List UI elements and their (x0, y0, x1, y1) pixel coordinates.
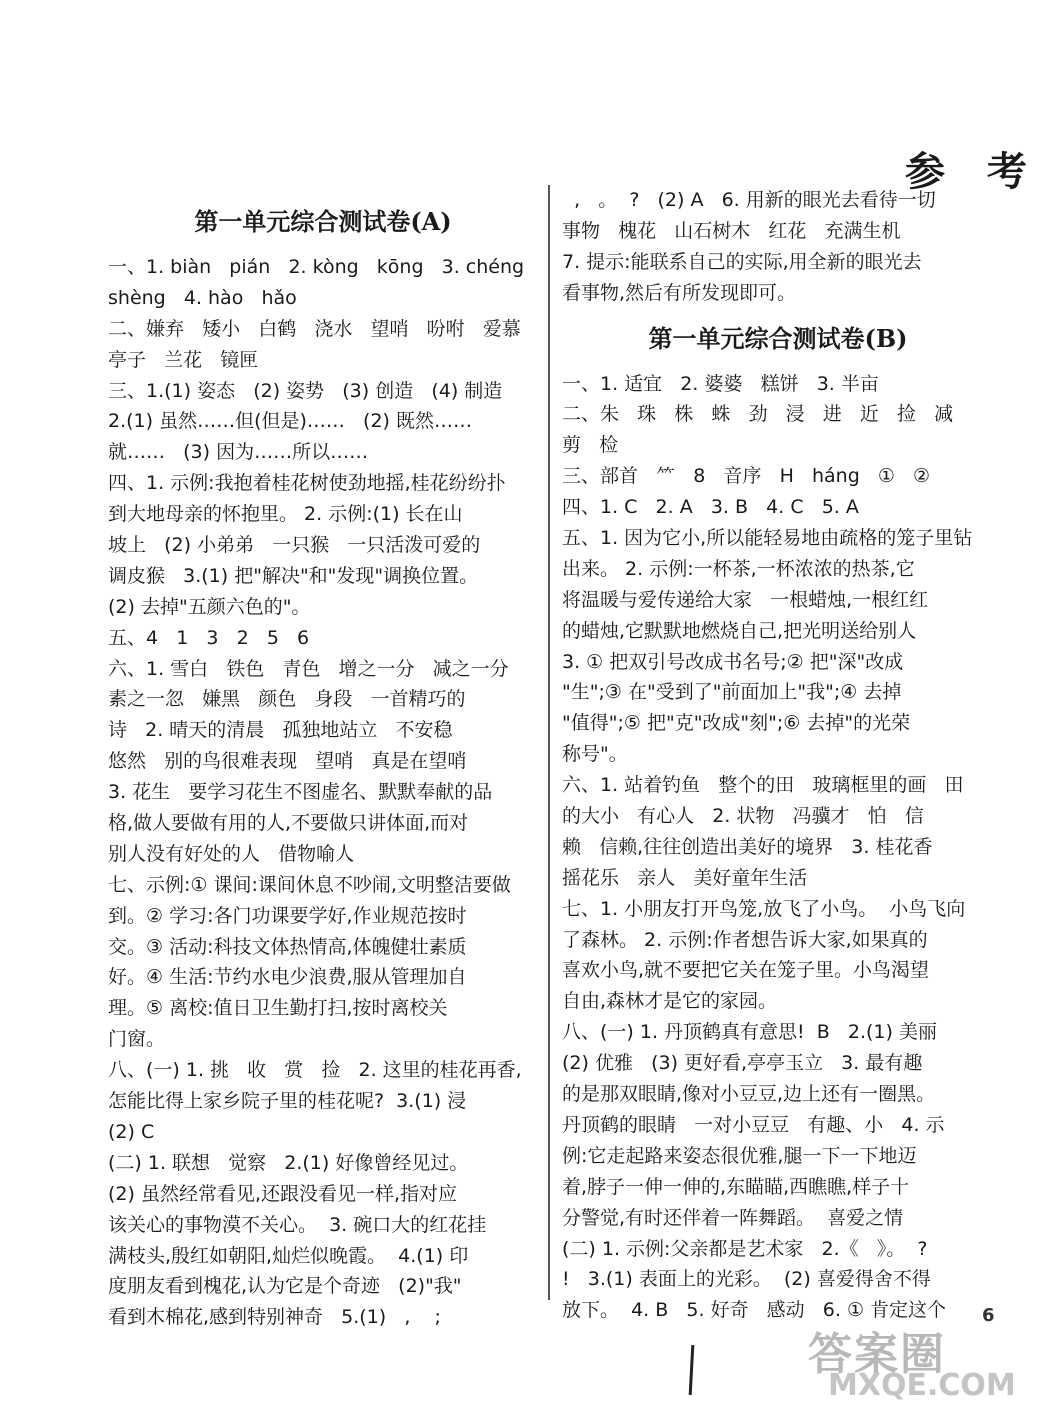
answer-line: (二) 1. 示例:父亲都是艺术家 2.《 》。 ? (562, 1237, 928, 1260)
answer-line: 亭子 兰花 镜匣 (108, 348, 259, 371)
answer-line: 7. 提示:能联系自己的实际,用全新的眼光去 (562, 250, 922, 273)
answer-line: 赖 信赖,往往创造出美好的境界 3. 桂花香 (562, 835, 933, 858)
answer-line: 调皮猴 3.(1) 把"解决"和"发现"调换位置。 (108, 564, 479, 587)
answer-line: "生";③ 在"受到了"前面加上"我";④ 去掉 (562, 681, 902, 704)
answer-line: 将温暖与爱传递给大家 一根蜡烛,一根红红 (562, 588, 929, 611)
answer-line: 怎能比得上家乡院子里的桂花呢? 3.(1) 浸 (108, 1090, 467, 1113)
answer-line: 出来。 2. 示例:一杯茶,一杯浓浓的热茶,它 (562, 557, 915, 580)
answer-line: 度朋友看到槐花,认为它是个奇迹 (2)"我" (108, 1275, 462, 1298)
answer-line: 六、1. 站着钓鱼 整个的田 玻璃框里的画 田 (562, 774, 964, 797)
answer-line: , 。 ? (2) A 6. 用新的眼光去看待一切 (562, 189, 936, 211)
answer-line: 理。⑤ 离校:值日卫生勤打扫,按时离校关 (108, 997, 448, 1020)
answer-line: 八、(一) 1. 丹顶鹤真有意思! B 2.(1) 美丽 (562, 1021, 937, 1044)
answer-line: 一、1. 适宜 2. 婆婆 糕饼 3. 半亩 (562, 372, 879, 395)
answer-line: 放下。 4. B 5. 好奇 感动 6. ① 肯定这个 (562, 1299, 947, 1322)
answer-line: 诗 2. 晴天的清晨 孤独地站立 不安稳 (108, 719, 453, 742)
answer-line: 四、1. C 2. A 3. B 4. C 5. A (562, 496, 859, 519)
answer-line: 的蜡烛,它默默地燃烧自己,把光明送给别人 (562, 619, 917, 642)
answer-line: 称号"。 (562, 743, 628, 766)
answer-line: 剪 检 (562, 434, 619, 457)
answer-line: 五、1. 因为它小,所以能轻易地由疏格的笼子里钻 (562, 527, 973, 550)
answer-line: 丹顶鹤的眼睛 一对小豆豆 有趣、小 4. 示 (562, 1113, 945, 1136)
answer-line: 坡上 (2) 小弟弟 一只猴 一只活泼可爱的 (108, 534, 481, 557)
answer-line: 的是那双眼睛,像对小豆豆,边上还有一圈黑。 (562, 1083, 936, 1106)
answer-line: 到。② 学习:各门功课要学好,作业规范按时 (108, 904, 467, 927)
answer-line: 悠然 别的鸟很难表现 望哨 真是在望哨 (108, 750, 467, 773)
answer-line: 六、1. 雪白 铁色 青色 增之一分 减之一分 (108, 657, 509, 680)
answer-line: 三、部首 ⺮ 8 音序 H háng ① ② (562, 465, 931, 488)
answer-line: (2) 虽然经常看见,还跟没看见一样,指对应 (108, 1182, 458, 1205)
answer-line: 好。④ 生活:节约水电少浪费,服从管理加自 (108, 966, 467, 989)
answer-line: 事物 槐花 山石树木 红花 充满生机 (562, 219, 901, 242)
answer-line: 就…… (3) 因为……所以…… (108, 441, 369, 464)
section-title-b: 第一单元综合测试卷(B) (648, 323, 908, 353)
page-header-title: 参 考 (905, 148, 1041, 195)
answer-line: (2) C (108, 1120, 155, 1143)
answer-line: (二) 1. 联想 觉察 2.(1) 好像曾经见过。 (108, 1151, 469, 1174)
answer-line: 素之一忽 嫌黑 颜色 身段 一首精巧的 (108, 688, 466, 711)
answer-line: ! 3.(1) 表面上的光彩。 (2) 喜爱得舍不得 (562, 1268, 931, 1291)
answer-line: 一、1. biàn pián 2. kòng kōng 3. chéng (108, 256, 525, 278)
answer-line: 3. 花生 要学习花生不图虚名、默默奉献的品 (108, 781, 493, 804)
page-number: 6 (982, 1305, 995, 1326)
answer-line: 四、1. 示例:我抱着桂花树使劲地摇,桂花纷纷扑 (108, 472, 506, 495)
answer-line: 门窗。 (108, 1028, 166, 1051)
answer-line: 的大小 有心人 2. 状物 冯骥才 怕 信 (562, 805, 924, 828)
watermark-url: MXQE.COM (828, 1368, 1016, 1403)
answer-line: 二、嫌弃 矮小 白鹤 浇水 望哨 吩咐 爱慕 (108, 317, 521, 340)
answer-line: 三、1.(1) 姿态 (2) 姿势 (3) 创造 (4) 制造 (108, 379, 503, 402)
answer-line: 七、示例:① 课间:课间休息不吵闹,文明整洁要做 (108, 873, 511, 896)
answer-line: 八、(一) 1. 挑 收 赏 捡 2. 这里的桂花再香, (108, 1059, 522, 1082)
left-answer-lines (108, 252, 538, 1333)
section-title-a: 第一单元综合测试卷(A) (194, 207, 452, 236)
right-column (562, 185, 994, 1326)
watermark-logo: 答案圈 (808, 1329, 946, 1380)
answer-line: 着,脖子一伸一伸的,东瞄瞄,西瞧瞧,样子十 (562, 1175, 910, 1198)
answer-line: 了森林。 2. 示例:作者想告诉大家,如果真的 (562, 928, 928, 951)
column-divider (548, 185, 550, 1300)
scan-mark (689, 1345, 695, 1395)
answer-line: 别人没有好处的人 借物喻人 (108, 842, 355, 865)
answer-line: (2) 优雅 (3) 更好看,亭亭玉立 3. 最有趣 (562, 1052, 923, 1075)
answer-line: 喜欢小鸟,就不要把它关在笼子里。小鸟渴望 (562, 959, 930, 982)
answer-line: "值得";⑤ 把"克"改成"刻";⑥ 去掉"的光荣 (562, 712, 911, 735)
right-continued-lines (562, 185, 994, 309)
answer-line: 到大地母亲的怀抱里。 2. 示例:(1) 长在山 (108, 503, 463, 526)
answer-line: (2) 去掉"五颜六色的"。 (108, 595, 311, 618)
answer-line: 摇花乐 亲人 美好童年生活 (562, 866, 808, 889)
answer-line: 自由,森林才是它的家园。 (562, 990, 778, 1013)
answer-line: 看事物,然后有所发现即可。 (562, 281, 797, 304)
answer-line: 五、4 1 3 2 5 6 (108, 626, 310, 649)
answer-line: 2.(1) 虽然……但(但是)…… (2) 既然…… (108, 410, 472, 433)
right-answer-lines (562, 369, 994, 1327)
answer-line: 格,做人要做有用的人,不要做只讲体面,而对 (108, 812, 469, 835)
answer-line: 分警觉,有时还伴着一阵舞蹈。 喜爱之情 (562, 1206, 904, 1229)
answer-line: 该关心的事物漠不关心。 3. 碗口大的红花挂 (108, 1213, 487, 1236)
answer-line: 例:它走起路来姿态很优雅,腿一下一下地迈 (562, 1144, 917, 1167)
left-column (108, 192, 538, 1333)
answer-line: 交。③ 活动:科技文体热情高,体魄健壮素质 (108, 935, 467, 958)
answer-line: 3. ① 把双引号改成书名号;② 把"深"改成 (562, 650, 904, 673)
answer-line: 二、朱 珠 株 蛛 劲 浸 进 近 捡 减 (562, 403, 954, 426)
answer-line: shèng 4. hào hǎo (108, 286, 297, 309)
answer-line: 满枝头,殷红如朝阳,灿烂似晚霞。 4.(1) 印 (108, 1244, 469, 1267)
answer-line: 七、1. 小朋友打开鸟笼,放飞了小鸟。 小鸟飞向 (562, 897, 966, 920)
answer-line: 看到木棉花,感到特别神奇 5.(1) , ; (108, 1306, 441, 1329)
